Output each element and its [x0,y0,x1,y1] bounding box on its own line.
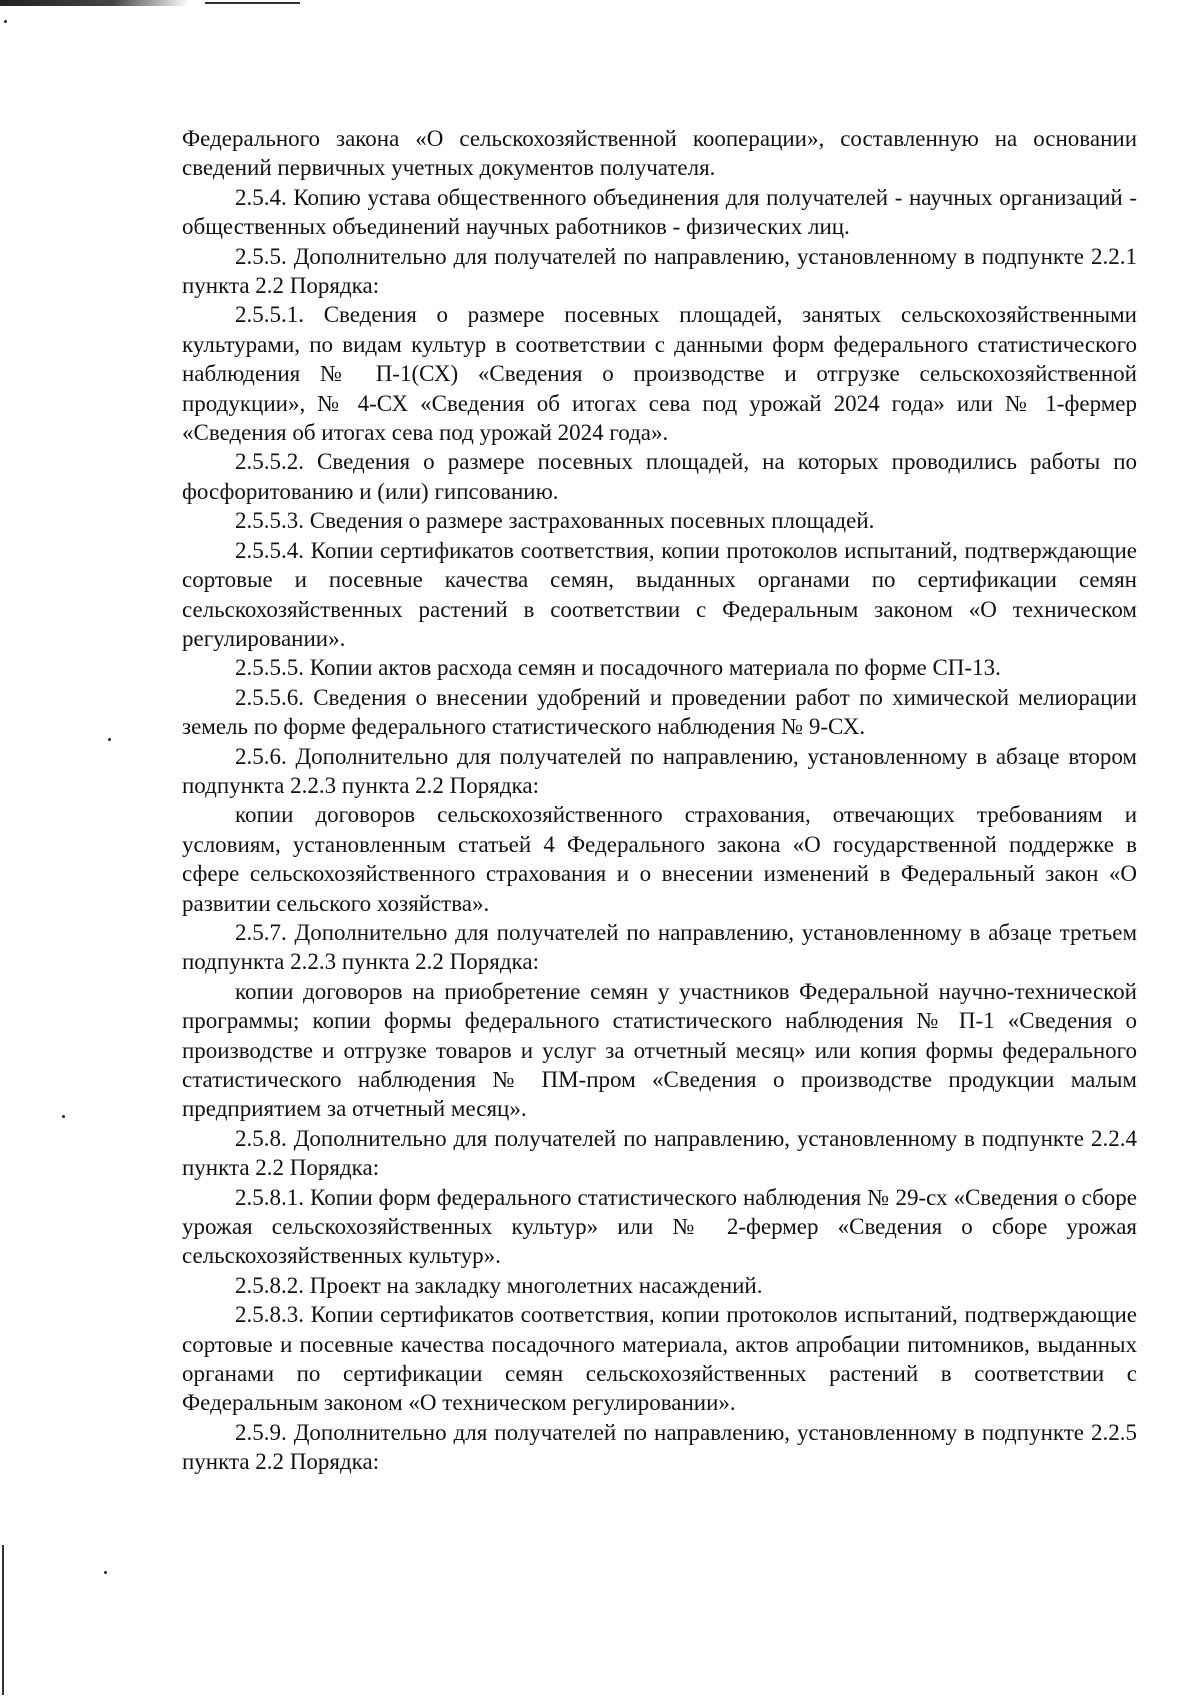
paragraph-2-5-6-insurance: копии договоров сельскохозяйственного страхования, отвечающих требованиям и условиям, установленным статьей 4 Федерального закона «О государственной поддержке в сфере сельскохозяйственного страхования и о внесении изменений в Федеральный закон «О развитии сельского хозяйства». [182,802,1137,916]
scan-speck [4,20,7,23]
paragraph-2-5-5-6: 2.5.5.6. Сведения о внесении удобрений и проведении работ по химической мелиорации земель по форме федерального статистического наблюдения № 9-СХ. [182,684,1137,740]
paragraph-2-5-6: 2.5.6. Дополнительно для получателей по направлению, установленному в абзаце втором подпункта 2.2.3 пункта 2.2 Порядка: [182,743,1137,798]
paragraph-2-5-4: 2.5.4. Копию устава общественного объединения для получателей - научных организаций - общественных объединений научных работников - физических лиц. [182,184,1137,240]
paragraph-2-5-8-1: 2.5.8.1. Копии форм федерального статистического наблюдения № 29-сх «Сведения о сборе урожая сельскохозяйственных культур» или № 2-фермер «Сведения о сборе урожая сельскохозяйственных культур». [182,1184,1137,1269]
scan-artifact-top-line [205,2,300,4]
paragraph-2-5-9: 2.5.9. Дополнительно для получателей по направлению, установленному в подпункте 2.2.5 пункта 2.2 Порядка: [182,1419,1137,1475]
paragraph-2-5-8-3: 2.5.8.3. Копии сертификатов соответствия, копии протоколов испытаний, подтверждающие сортовые и посевные качества посадочного материала, актов апробации питомников, выданных органами по сертификации семян сельскохозяйственных растений в соответствии с Федеральным законом «О техническом регулировании». [182,1302,1137,1416]
paragraph-2-5-8-2: 2.5.8.2. Проект на закладку многолетних насаждений. [235,1272,763,1298]
paragraph-2-5-5-5: 2.5.5.5. Копии актов расхода семян и посадочного материала по форме СП-13. [235,655,1001,681]
scan-artifact-left-edge [2,1545,4,1695]
paragraph-2-5-8: 2.5.8. Дополнительно для получателей по направлению, установленному в подпункте 2.2.4 пункта 2.2 Порядка: [182,1125,1137,1181]
document-body [182,124,1137,1477]
paragraph-continuation: Федерального закона «О сельскохозяйственной кооперации», составленную на основании сведений первичных учетных документов получателя. [182,126,1137,181]
scan-speck [62,1115,65,1118]
scan-speck [104,1571,107,1574]
paragraph-2-5-5-4: 2.5.5.4. Копии сертификатов соответствия, копии протоколов испытаний, подтверждающие сортовые и посевные качества семян, выданных органами по сертификации семян сельскохозяйственных растений в соответствии с Федеральным законом «О техническом регулировании». [182,537,1137,651]
paragraph-2-5-7: 2.5.7. Дополнительно для получателей по направлению, установленному в абзаце третьем подпункта 2.2.3 пункта 2.2 Порядка: [182,919,1137,975]
scan-speck [108,738,111,741]
scan-artifact-top [0,0,190,6]
paragraph-2-5-5-3: 2.5.5.3. Сведения о размере застрахованных посевных площадей. [235,508,875,534]
paragraph-2-5-5-1: 2.5.5.1. Сведения о размере посевных площадей, занятых сельскохозяйственными культурами, по видам культур в соответствии с данными форм федерального статистического наблюдения № П-1(СХ) «Сведения о производстве и отгрузке сельскохозяйственной продукции», № 4-СХ «Сведения об итогах сева под урожай 2024 года» или № 1-фермер «Сведения об итогах сева под урожай 2024 года». [182,302,1137,446]
paragraph-2-5-5: 2.5.5. Дополнительно для получателей по направлению, установленному в подпункте 2.2.1 пункта 2.2 Порядка: [182,243,1137,299]
paragraph-2-5-7-seeds: копии договоров на приобретение семян у участников Федеральной научно-технической программы; копии формы федерального статистического наблюдения № П-1 «Сведения о производстве и отгрузке товаров и услуг за отчетный месяц» или копия формы федерального статистического наблюдения № ПМ-пром «Сведения о производстве продукции малым предприятием за отчетный месяц». [182,978,1137,1122]
paragraph-2-5-5-2: 2.5.5.2. Сведения о размере посевных площадей, на которых проводились работы по фосфоритованию и (или) гипсованию. [182,449,1137,504]
